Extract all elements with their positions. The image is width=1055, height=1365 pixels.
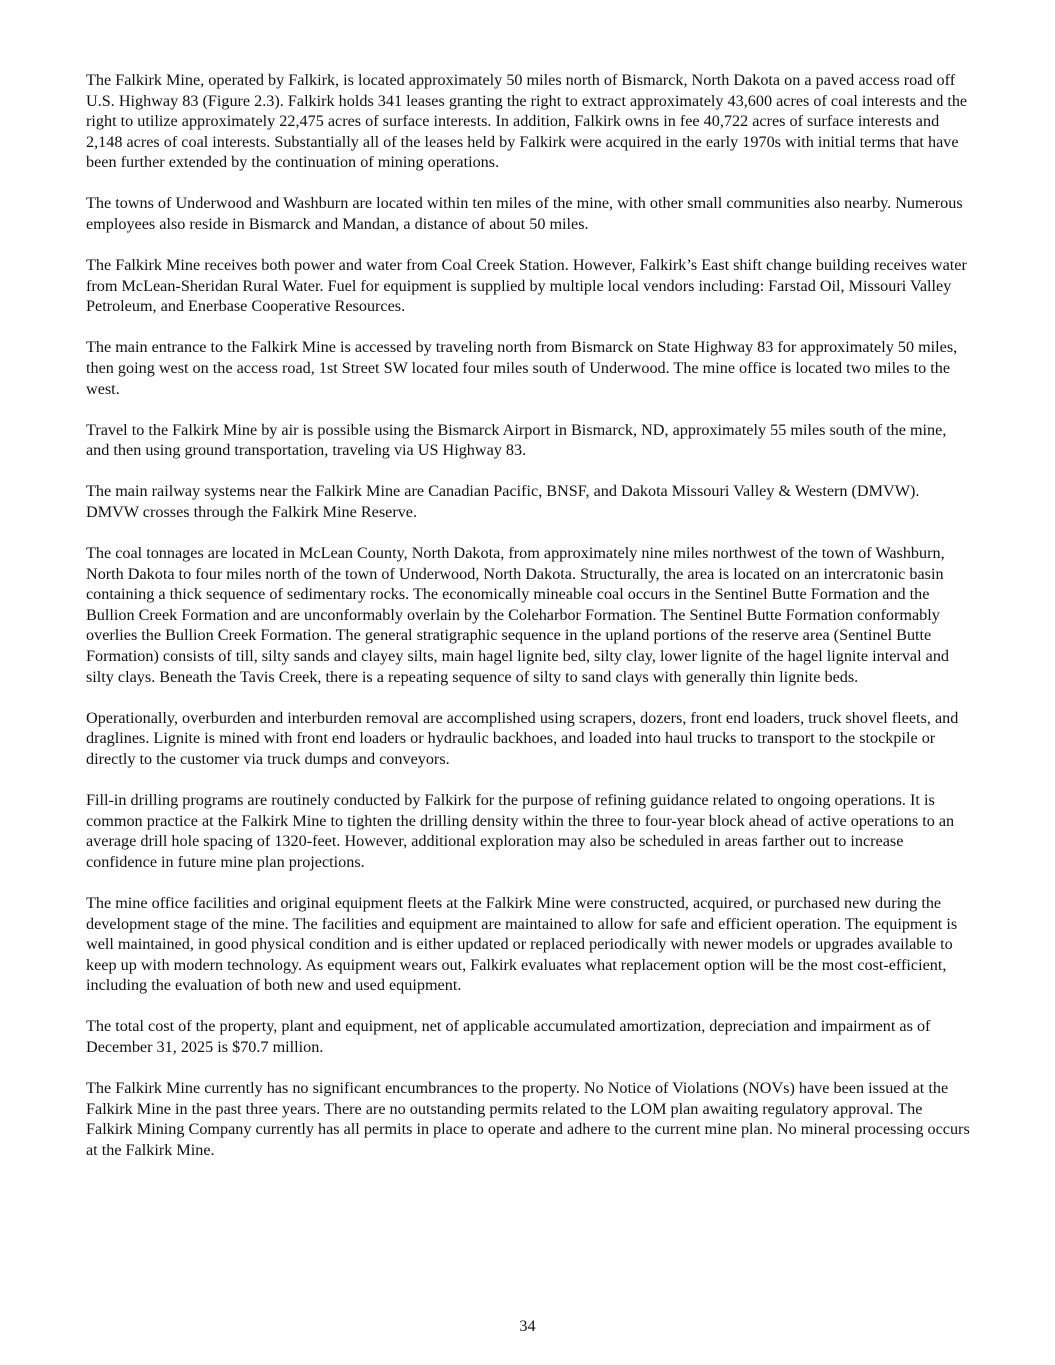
paragraph-drilling: Fill-in drilling programs are routinely conducted by Falkirk for the purpose of refining guidance related to ongoing operations. It is common practice at the Falkirk Mine to tighten the drilling density within the three to four-year block ahead of active operations to an average drill hole spacing of 1320-feet. However, additional exploration may also be scheduled in areas farther out to increase confidence in future mine plan projections. [86, 791, 955, 871]
paragraph-total-cost: The total cost of the property, plant and equipment, net of applicable accumulated amortization, depreciation and impairment as of December 31, 2025 is $70.7 million. [86, 1017, 931, 1056]
document-body [86, 70, 972, 1181]
paragraph-main-entrance: The main entrance to the Falkirk Mine is accessed by traveling north from Bismarck on State Highway 83 for approximately 50 miles, then going west on the access road, 1st Street SW located four miles south of Underwood. The mine office is located two miles to the west. [86, 338, 958, 398]
paragraph-power-water-fuel: The Falkirk Mine receives both power and water from Coal Creek Station. However, Falkirk’s East shift change building receives water from McLean-Sheridan Rural Water. Fuel for equipment is supplied by multiple local vendors including: Farstad Oil, Missouri Valley Petroleum, and Enerbase Cooperative Resources. [86, 256, 967, 316]
paragraph-facilities-equipment: The mine office facilities and original equipment fleets at the Falkirk Mine were constructed, acquired, or purchased new during the development stage of the mine. The facilities and equipment are maintained to allow for safe and efficient operation. The equipment is well maintained, in good physical condition and is either updated or replaced periodically with newer models or upgrades available to keep up with modern technology. As equipment wears out, Falkirk evaluates what replacement option will be the most cost-efficient, including the evaluation of both new and used equipment. [86, 893, 958, 995]
paragraph-railway: The main railway systems near the Falkirk Mine are Canadian Pacific, BNSF, and Dakota Missouri Valley & Western (DMVW). DMVW crosses through the Falkirk Mine Reserve. [86, 482, 920, 521]
paragraph-location: The Falkirk Mine, operated by Falkirk, is located approximately 50 miles north of Bismarck, North Dakota on a paved access road off U.S. Highway 83 (Figure 2.3). Falkirk holds 341 leases granting the right to extract approximately 43,600 acres of coal interests and the right to utilize approximately 22,475 acres of surface interests. In addition, Falkirk owns in fee 40,722 acres of surface interests and 2,148 acres of coal interests. Substantially all of the leases held by Falkirk were acquired in the early 1970s with initial terms that have been further extended by the continuation of mining operations. [86, 71, 968, 172]
paragraph-operations: Operationally, overburden and interburden removal are accomplished using scrapers, dozers, front end loaders, truck shovel fleets, and draglines. Lignite is mined with front end loaders or hydraulic backhoes, and loaded into haul trucks to transport to the stockpile or directly to the customer via truck dumps and conveyors. [86, 708, 959, 768]
paragraph-nearby-towns: The towns of Underwood and Washburn are located within ten miles of the mine, with other small communities also nearby. Numerous employees also reside in Bismarck and Mandan, a distance of about 50 miles. [86, 194, 963, 234]
paragraph-air-travel: Travel to the Falkirk Mine by air is possible using the Bismarck Airport in Bismarck, ND, approximately 55 miles south of the mine, and then using ground transportation, traveling via US Highway 83. [86, 420, 947, 460]
page-number: 34 [519, 1317, 536, 1335]
paragraph-geology: The coal tonnages are located in McLean County, North Dakota, from approximately nine miles northwest of the town of Washburn, North Dakota to four miles north of the town of Underwood, North Dakota. Structurally, the area is located on an intercratonic basin containing a thick sequence of sedimentary rocks. The economically mineable coal occurs in the Sentinel Butte Formation and the Bullion Creek Formation and are unconformably overlain by the Coleharbor Formation. The Sentinel Butte Formation conformably overlies the Bullion Creek Formation. The general stratigraphic sequence in the upland portions of the reserve area (Sentinel Butte Formation) consists of till, silty sands and clayey silts, main hagel lignite bed, silty clay, lower lignite of the hagel lignite interval and silty clays. Beneath the Tavis Creek, there is a repeating sequence of silty to sand clays with generally thin lignite beds. [86, 544, 950, 686]
paragraph-encumbrances: The Falkirk Mine currently has no significant encumbrances to the property. No Notice of Violations (NOVs) have been issued at the Falkirk Mine in the past three years. There are no outstanding permits related to the LOM plan awaiting regulatory approval. The Falkirk Mining Company currently has all permits in place to operate and adhere to the current mine plan. No mineral processing occurs at the Falkirk Mine. [86, 1079, 970, 1159]
